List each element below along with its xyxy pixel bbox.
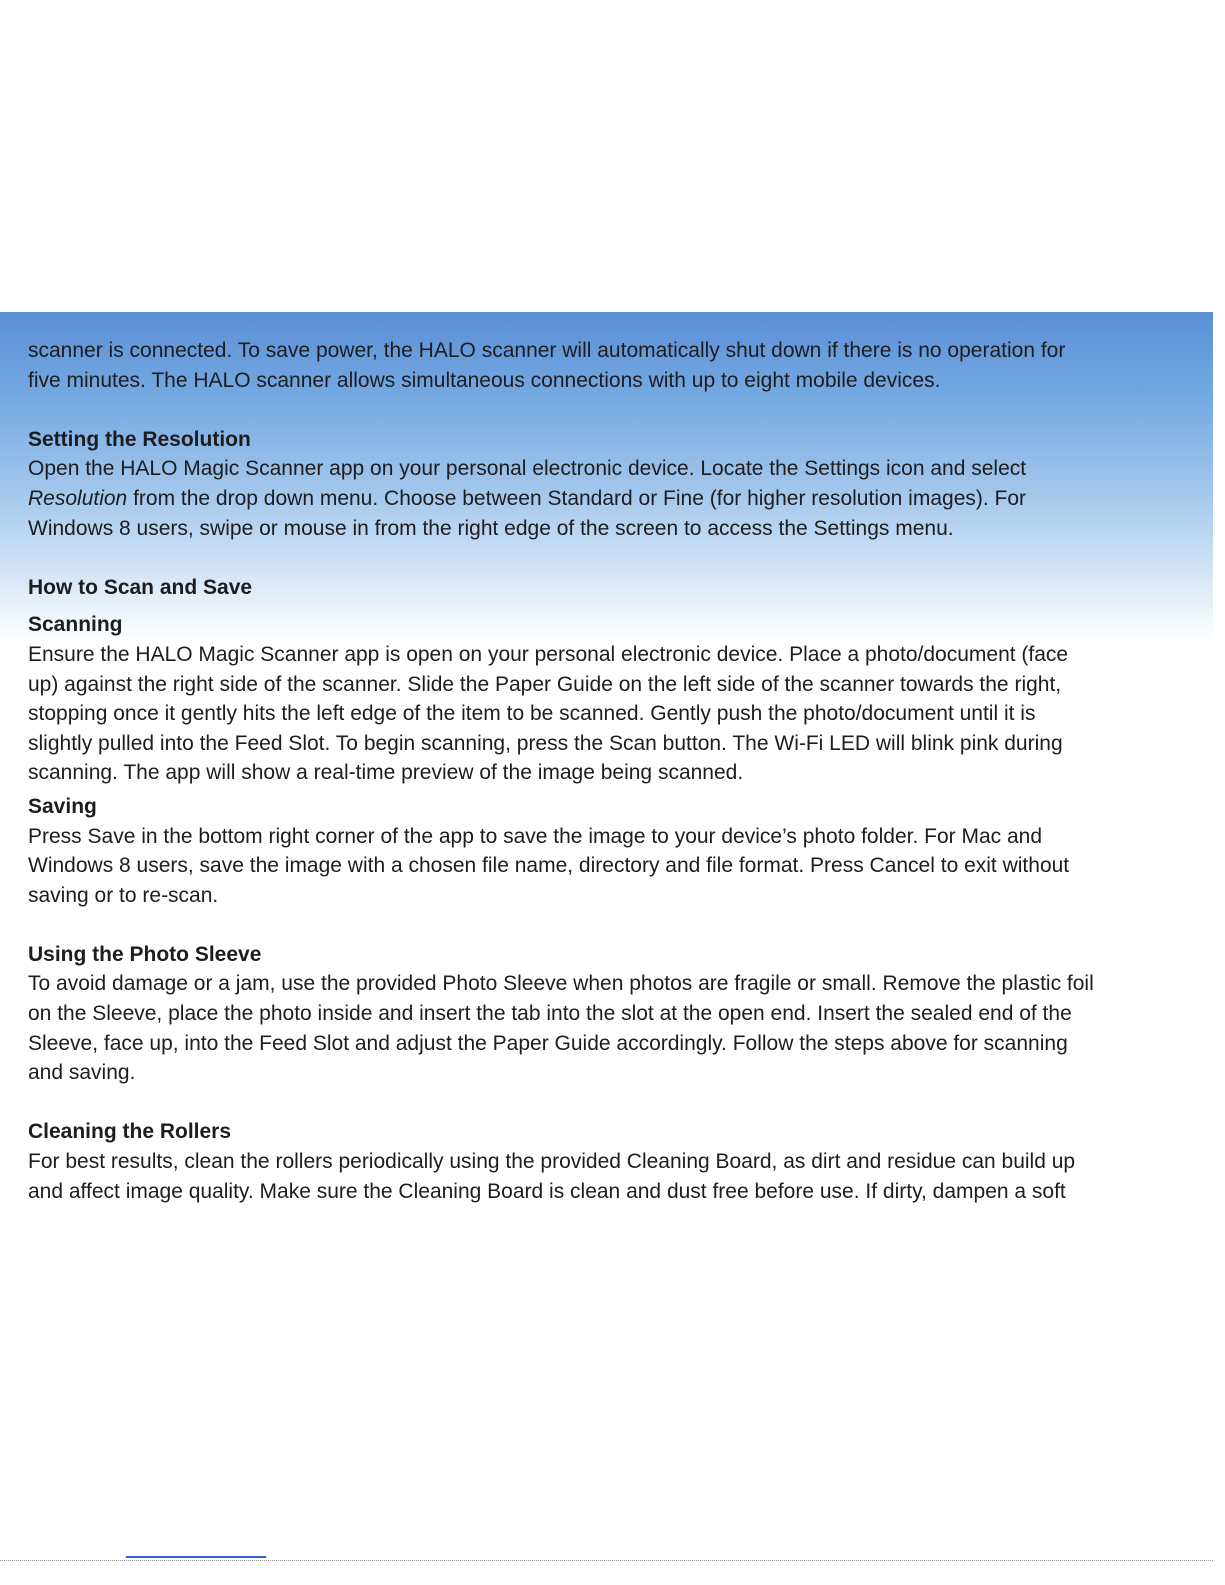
section-heading: Cleaning the Rollers bbox=[28, 1120, 232, 1144]
subsection-heading: Saving bbox=[28, 794, 97, 818]
paragraph-line bbox=[28, 484, 1198, 514]
page-footer-rule bbox=[0, 1560, 1213, 1561]
section-resolution bbox=[28, 425, 1198, 543]
paragraph-line: saving or to re-scan. bbox=[28, 883, 219, 907]
section-heading: How to Scan and Save bbox=[28, 575, 253, 599]
paragraph-line: up) against the right side of the scanner. Slide the Paper Guide on the left side of the scanner towards the right, bbox=[28, 672, 1062, 696]
footer-link-underline bbox=[126, 1556, 266, 1558]
paragraph-line: and affect image quality. Make sure the Cleaning Board is clean and dust free before use. If dirty, dampen a soft bbox=[28, 1179, 1066, 1203]
paragraph-line: To avoid damage or a jam, use the provided Photo Sleeve when photos are fragile or small. Remove the plastic foil bbox=[28, 972, 1094, 996]
document-body bbox=[28, 336, 1198, 1206]
intro-paragraph bbox=[28, 336, 1198, 395]
paragraph-line: slightly pulled into the Feed Slot. To begin scanning, press the Scan button. The Wi-Fi LED will blink pink during bbox=[28, 731, 1063, 755]
paragraph-line: Windows 8 users, swipe or mouse in from the right edge of the screen to access the Settings menu. bbox=[28, 516, 954, 540]
paragraph-line: stopping once it gently hits the left edge of the item to be scanned. Gently push the photo/document until it is bbox=[28, 702, 1036, 726]
intro-line: five minutes. The HALO scanner allows simultaneous connections with up to eight mobile devices. bbox=[28, 368, 941, 392]
section-scanning bbox=[28, 610, 1198, 788]
paragraph-line: For best results, clean the rollers periodically using the provided Cleaning Board, as dirt and residue can build up bbox=[28, 1150, 1076, 1174]
paragraph-line-rest: from the drop down menu. Choose between Standard or Fine (for higher resolution images). For bbox=[127, 486, 1027, 510]
paragraph-line: and saving. bbox=[28, 1061, 136, 1085]
section-saving bbox=[28, 792, 1198, 910]
paragraph-line: Windows 8 users, save the image with a chosen file name, directory and file format. Press Cancel to exit without bbox=[28, 854, 1070, 878]
subsection-heading: Scanning bbox=[28, 613, 123, 637]
intro-line: scanner is connected. To save power, the HALO scanner will automatically shut down if there is no operation for bbox=[28, 339, 1066, 362]
section-heading: Using the Photo Sleeve bbox=[28, 942, 262, 966]
paragraph-line: scanning. The app will show a real-time preview of the image being scanned. bbox=[28, 761, 744, 785]
resolution-term: Resolution bbox=[28, 486, 128, 510]
paragraph-line: Ensure the HALO Magic Scanner app is open on your personal electronic device. Place a photo/document (face bbox=[28, 642, 1069, 666]
paragraph-line: Press Save in the bottom right corner of the app to save the image to your device’s photo folder. For Mac and bbox=[28, 824, 1043, 848]
section-heading: Setting the Resolution bbox=[28, 427, 251, 451]
section-scan-and-save bbox=[28, 573, 1198, 603]
section-cleaning bbox=[28, 1117, 1198, 1206]
paragraph-line: Sleeve, face up, into the Feed Slot and adjust the Paper Guide accordingly. Follow the steps above for scanning bbox=[28, 1031, 1068, 1055]
section-photo-sleeve bbox=[28, 940, 1198, 1088]
paragraph-line: on the Sleeve, place the photo inside and insert the tab into the slot at the open end. Insert the sealed end of the bbox=[28, 1002, 1072, 1026]
paragraph-line: Open the HALO Magic Scanner app on your personal electronic device. Locate the Settings icon and select bbox=[28, 457, 1027, 481]
